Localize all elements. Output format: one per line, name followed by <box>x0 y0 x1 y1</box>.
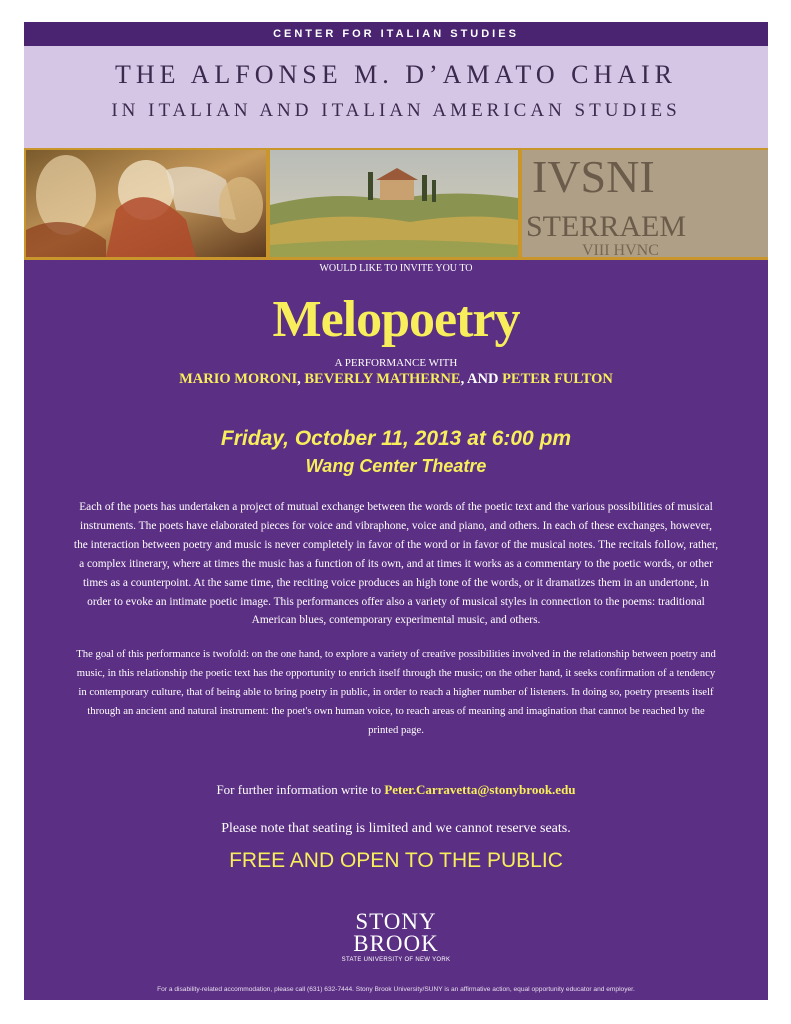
contact-prefix: For further information write to <box>216 782 385 797</box>
event-title: Melopoetry <box>272 291 520 348</box>
logo-line-brook: BROOK <box>353 931 439 956</box>
latin-inscription-image <box>522 150 768 257</box>
invitation-line: WOULD LIKE TO INVITE YOU TO <box>319 263 473 274</box>
tuscan-landscape-image <box>270 150 518 257</box>
footer-disclaimer: For a disability-related accommodation, please call (631) 632-7444. Stony Brook University/SUNY is an affirmative action, equal opportunity educator and employer. <box>157 986 635 993</box>
event-date-time: Friday, October 11, 2013 at 6:00 pm <box>220 427 572 450</box>
chair-banner <box>24 46 768 148</box>
performance-with-label: A PERFORMANCE WITH <box>334 357 458 369</box>
contact-line <box>24 782 768 798</box>
svg-text:IVSNI: IVSNI <box>532 151 655 202</box>
logo-subtitle: STATE UNIVERSITY OF NEW YORK <box>341 957 451 963</box>
event-venue: Wang Center Theatre <box>305 456 487 476</box>
description-paragraph: Each of the poets has undertaken a project of mutual exchange between the words of the poetic text and the various possibilities of musical instruments. The poets have elaborated pieces for voice and vibraphone, voice and piano, and others. In each of these exchanges, however, the interaction between poetry and music is never completely in favor of the word or in favor of the musical notes. The recitals follow, rather, a complex itinerary, where at times the music has a function of its own, and at times it works as a commentary to the poetic words, or other times as a counterpoint. At the same time, the reciting voice produces an high tone of the words, or it dramatizes them in an undertone, in order to evoke an intimate poetic image. This performances offer also a variety of musical styles in connection to the poems: traditional American blues, contemporary experimental music, and others. <box>73 501 719 627</box>
performer-separator: , <box>297 371 305 387</box>
logo-line-stony: STONY <box>355 909 437 934</box>
fresco-angels-image <box>26 150 266 257</box>
admission-notice: FREE AND OPEN TO THE PUBLIC <box>229 849 563 872</box>
performer-name: MARIO MORONI <box>179 371 298 387</box>
performer-name: PETER FULTON <box>502 371 613 387</box>
svg-text:STERRAEM: STERRAEM <box>526 210 687 243</box>
performer-separator: , AND <box>460 371 503 387</box>
svg-text:VIII HVNC: VIII HVNC <box>582 242 659 257</box>
seating-note: Please note that seating is limited and we cannot reserve seats. <box>221 821 571 836</box>
flyer <box>24 22 768 1000</box>
performer-name: BEVERLY MATHERNE <box>304 371 461 387</box>
chair-title: THE ALFONSE M. D’AMATO CHAIR <box>114 60 678 89</box>
performers-line <box>24 371 768 388</box>
chair-subtitle: IN ITALIAN AND ITALIAN AMERICAN STUDIES <box>111 100 681 121</box>
center-name-bar: CENTER FOR ITALIAN STUDIES <box>24 22 768 46</box>
description-paragraph: The goal of this performance is twofold: on the one hand, to explore a variety of creative possibilities involved in the relationship between poetry and music, in this relationship the poetic text has the opportunity to enrich itself through the music; on the other hand, it seeks confirmation of a tendency in contemporary culture, that of being able to bring poetry in public, in order to reach a higher number of listeners. In doing so, poetry presents itself through an ancient and natural instrument: the poet's own human voice, to reach areas of meaning and imagination that cannot be reached by the printed page. <box>76 648 716 736</box>
contact-email-link[interactable]: Peter.Carravetta@stonybrook.edu <box>384 782 576 797</box>
photo-strip <box>24 148 768 260</box>
stony-brook-logo <box>334 910 458 970</box>
